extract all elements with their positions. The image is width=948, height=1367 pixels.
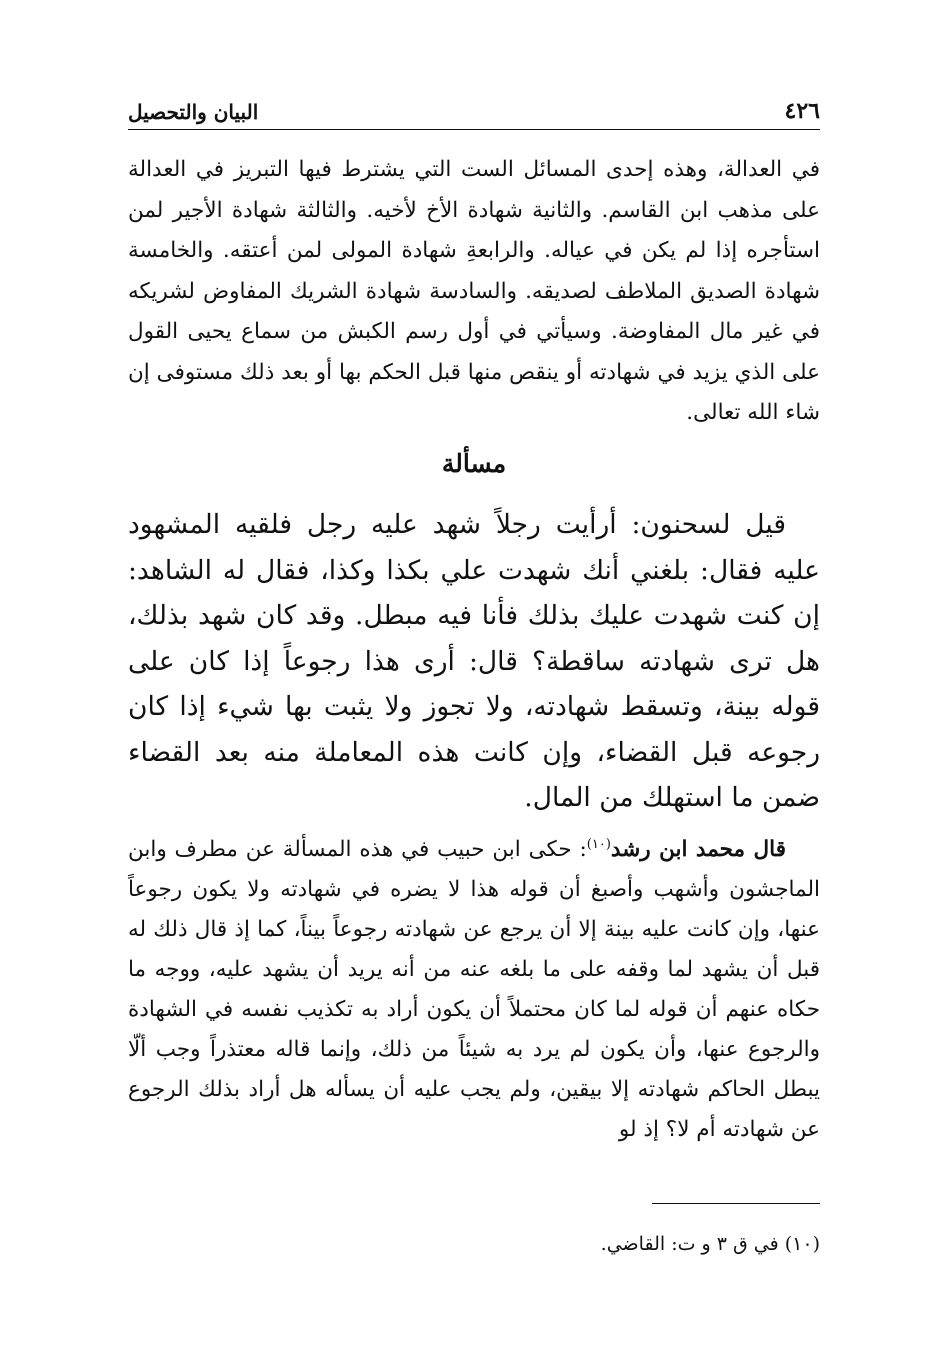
header-rule	[128, 129, 820, 130]
running-title: البيان والتحصيل	[128, 100, 259, 124]
page-header	[128, 98, 820, 128]
commentary-text: : حكى ابن حبيب في هذه المسألة عن مطرف وابن الماجشون وأشهب وأصبغ أن قوله هذا لا يضره في شهادته ولا يكون رجوعاً عنها، وإن كانت عليه بينة إلا أن يرجع عن شهادته رجوعاً بيناً، كما إذ قال ذلك له قبل أن يشهد لما وقفه على ما بلغه عنه من أنه يريد أن يشهد عليه، ووجه ما حكاه عنهم أن قوله لما كان محتملاً أن يكون أراد به تكذيب نفسه في الشهادة والرجوع عنها، وأن يكون لم يرد به شيئاً من ذلك، وإنما قاله معتذراً وجب ألّا يبطل الحاكم شهادته إلا بيقين، ولم يجب عليه أن يسأله هل أراد بذلك الرجوع عن شهادته أم لا؟ إذ لو	[128, 837, 820, 1142]
section-heading: مسألة	[441, 449, 507, 478]
commentary-paragraph	[128, 830, 820, 1150]
footnote-rule	[652, 1203, 820, 1204]
paragraph-continuation: في العدالة، وهذه إحدى المسائل الست التي يشترط فيها التبريز في العدالة على مذهب ابن القاسم. والثانية شهادة الأخ لأخيه. والثالثة شهادة الأجير لمن استأجره إذا لم يكن في عياله. والرابعةِ شهادة المولى لمن أعتقه. والخامسة شهادة الصديق الملاطف لصديقه. والسادسة شهادة الشريك المفاوض لشريكه في غير مال المفاوضة. وسيأتي في أول رسم الكبش من سماع يحيى القول على الذي يزيد في شهادته أو ينقص منها قبل الحكم بها أو بعد ذلك مستوفى إن شاء الله تعالى.	[128, 157, 820, 425]
page-number: ٤٢٦	[784, 98, 820, 124]
question-paragraph: قيل لسحنون: أرأيت رجلاً شهد عليه رجل فلقيه المشهود عليه فقال: بلغني أنك شهدت علي بكذا وكذا، فقال له الشاهد: إن كنت شهدت عليك بذلك فأنا فيه مبطل. وقد كان شهد بذلك، هل ترى شهادته ساقطة؟ قال: أرى هذا رجوعاً إذا كان على قوله بينة، وتسقط شهادته، ولا تجوز ولا يثبت بها شيء إذا كان رجوعه قبل القضاء، وإن كانت هذه المعاملة منه بعد القضاء ضمن ما استهلك من المال.	[128, 509, 820, 813]
footnote: (١٠) في ق ٣ و ت: القاضي.	[600, 1233, 820, 1255]
footnote-reference: (١٠)	[586, 836, 611, 852]
speaker-name: قال محمد ابن رشد	[610, 837, 786, 862]
